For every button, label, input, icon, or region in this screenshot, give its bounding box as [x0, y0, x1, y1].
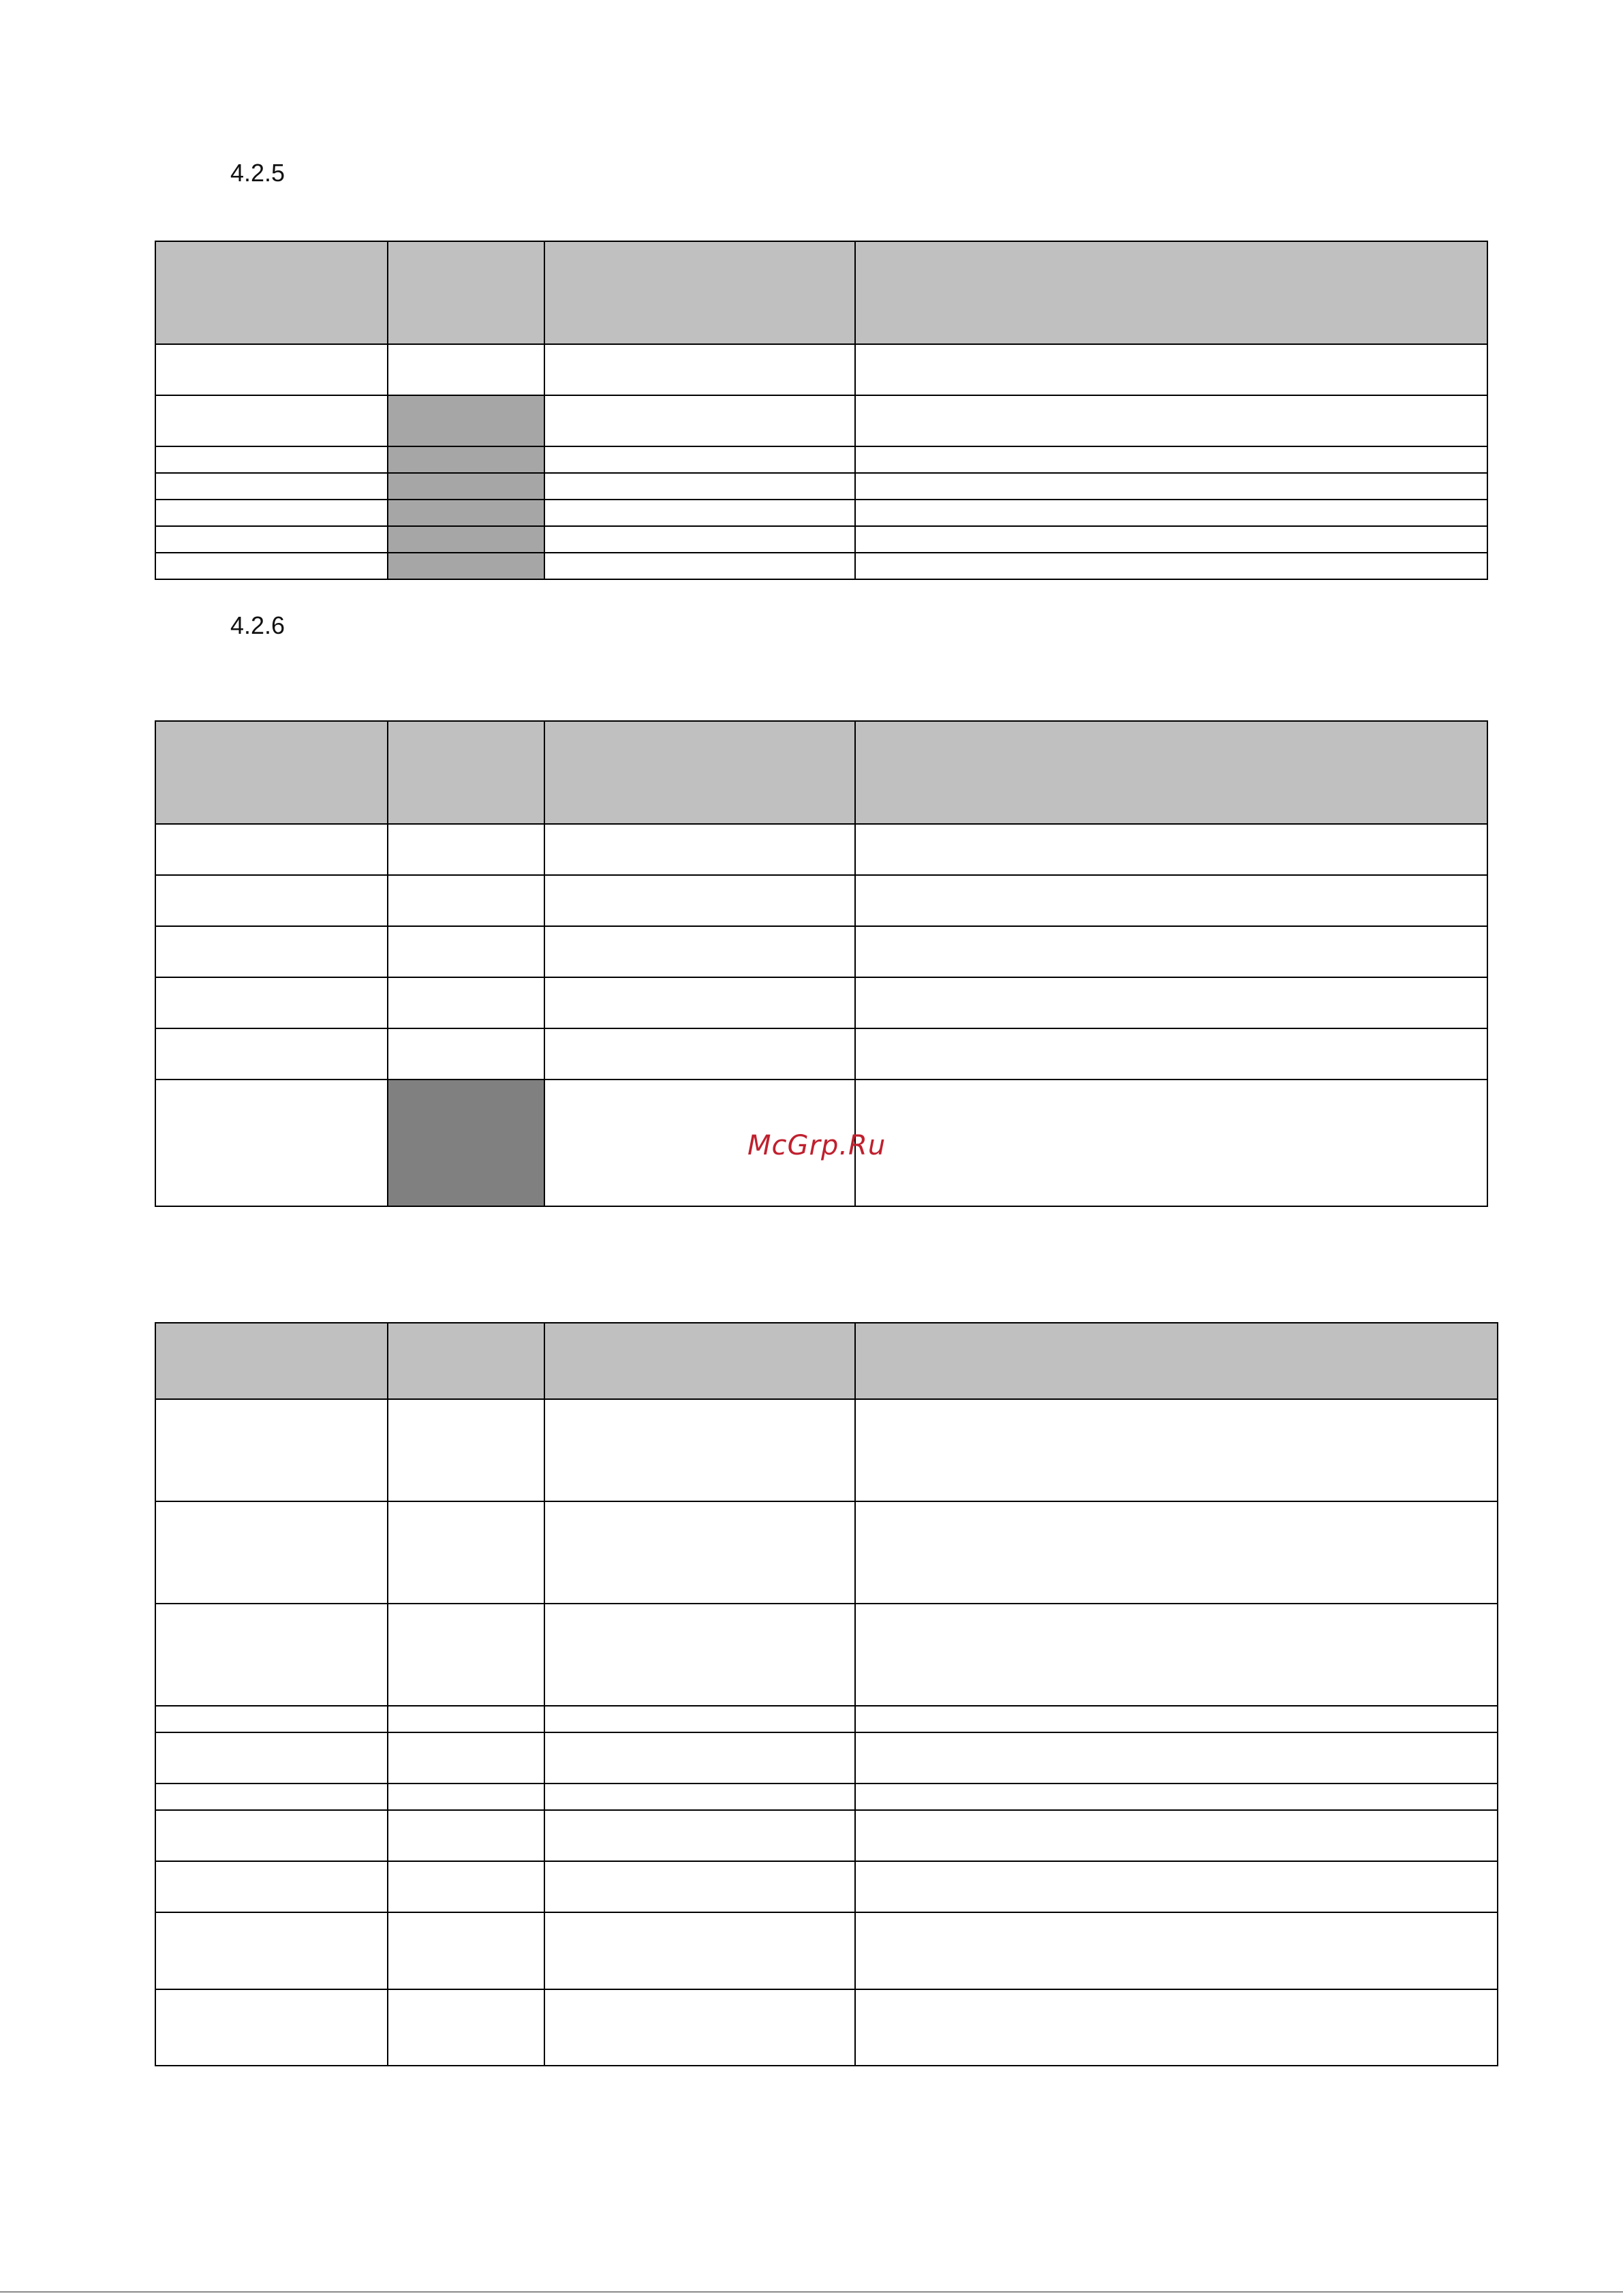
table-row [155, 500, 1487, 526]
table-cell [544, 446, 855, 473]
shaded-cell [388, 395, 544, 446]
table-cell [544, 926, 855, 977]
table-cell [388, 1810, 544, 1861]
table-cell [855, 824, 1487, 875]
table-row [155, 977, 1487, 1028]
table-cell [855, 553, 1487, 579]
table-cell [388, 1784, 544, 1810]
table-cell [855, 1784, 1498, 1810]
table-cell [544, 1861, 855, 1912]
table-cell [155, 446, 388, 473]
table-cell [155, 1604, 388, 1706]
table-cell [155, 977, 388, 1028]
table-row [155, 1784, 1498, 1810]
table-header-row [155, 721, 1487, 824]
table-cell [544, 553, 855, 579]
table-row [155, 1501, 1498, 1604]
table-cell [388, 977, 544, 1028]
shaded-cell [388, 446, 544, 473]
table-cell [155, 553, 388, 579]
section-heading-4-2-5: 4.2.5 [230, 159, 285, 187]
shaded-cell [388, 473, 544, 500]
table-cell [155, 473, 388, 500]
table-row [155, 1028, 1487, 1080]
table-cell [544, 977, 855, 1028]
shaded-cell [388, 526, 544, 553]
shaded-cell [388, 553, 544, 579]
table-cell [388, 1989, 544, 2066]
table-cell [155, 1784, 388, 1810]
table-cell [544, 1501, 855, 1604]
table-cell [544, 500, 855, 526]
table-cell [855, 1080, 1487, 1206]
table-cell [855, 500, 1487, 526]
header-cell [155, 241, 388, 344]
table-cell [855, 1810, 1498, 1861]
table-cell [155, 1501, 388, 1604]
table-row [155, 395, 1487, 446]
header-cell [388, 241, 544, 344]
header-cell [544, 721, 855, 824]
table-cell [155, 1912, 388, 1989]
table-cell [155, 1706, 388, 1732]
table-cell [155, 1861, 388, 1912]
table-cell [544, 1784, 855, 1810]
table-cell [155, 1989, 388, 2066]
table-cell [388, 1861, 544, 1912]
table-cell [544, 395, 855, 446]
table-row [155, 344, 1487, 395]
table-cell [855, 1399, 1498, 1501]
table-cell [388, 344, 544, 395]
table-row [155, 1861, 1498, 1912]
header-cell [855, 241, 1487, 344]
table-row [155, 1399, 1498, 1501]
table-row [155, 1989, 1498, 2066]
table-cell [155, 395, 388, 446]
table-cell [855, 1989, 1498, 2066]
table-cell [388, 1604, 544, 1706]
table-row [155, 1912, 1498, 1989]
page-bottom-rule [0, 2291, 1623, 2293]
table-cell [544, 824, 855, 875]
table-cell [855, 1912, 1498, 1989]
table-cell [855, 1501, 1498, 1604]
table-row [155, 526, 1487, 553]
table-cell [855, 395, 1487, 446]
table-cell [155, 1732, 388, 1784]
header-cell [388, 721, 544, 824]
table-3 [155, 1322, 1498, 2066]
section-heading-4-2-6: 4.2.6 [230, 611, 285, 639]
table-row [155, 553, 1487, 579]
table-row [155, 824, 1487, 875]
table-cell [544, 1706, 855, 1732]
table-cell [855, 977, 1487, 1028]
table-cell [855, 1861, 1498, 1912]
table-cell [855, 926, 1487, 977]
table-cell [388, 1028, 544, 1080]
table-cell [388, 824, 544, 875]
table-row [155, 1706, 1498, 1732]
table-cell [544, 1028, 855, 1080]
table-cell [544, 1810, 855, 1861]
table-cell [855, 1604, 1498, 1706]
table-cell [388, 926, 544, 977]
table-cell [388, 1912, 544, 1989]
table-row [155, 926, 1487, 977]
table-row [155, 1732, 1498, 1784]
table-cell [855, 473, 1487, 500]
header-cell [544, 241, 855, 344]
table-cell [544, 1989, 855, 2066]
table-cell [388, 1732, 544, 1784]
table-row [155, 446, 1487, 473]
shaded-cell [388, 500, 544, 526]
table-cell [155, 1810, 388, 1861]
table-cell [155, 926, 388, 977]
table-cell [155, 344, 388, 395]
header-cell [855, 1323, 1498, 1399]
table-cell [544, 875, 855, 926]
table-cell [855, 1028, 1487, 1080]
table-cell [855, 344, 1487, 395]
table-cell [155, 526, 388, 553]
header-cell [155, 1323, 388, 1399]
table-cell [388, 875, 544, 926]
table-cell [544, 1604, 855, 1706]
table-row [155, 1810, 1498, 1861]
header-cell [388, 1323, 544, 1399]
header-cell [544, 1323, 855, 1399]
table-cell [155, 824, 388, 875]
table-cell [855, 875, 1487, 926]
table-row [155, 473, 1487, 500]
table-cell [855, 1732, 1498, 1784]
table-cell [544, 526, 855, 553]
table-cell [155, 875, 388, 926]
watermark: McGrp.Ru [747, 1130, 886, 1161]
table-cell [388, 1399, 544, 1501]
table-cell [544, 1912, 855, 1989]
table-header-row [155, 1323, 1498, 1399]
table-cell [155, 1399, 388, 1501]
table-cell [155, 500, 388, 526]
header-cell [855, 721, 1487, 824]
table-cell [155, 1080, 388, 1206]
table-row [155, 1604, 1498, 1706]
shaded-cell [388, 1080, 544, 1206]
table-row [155, 875, 1487, 926]
table-cell [855, 526, 1487, 553]
table-cell [855, 1706, 1498, 1732]
table-cell [388, 1706, 544, 1732]
table-cell [155, 1028, 388, 1080]
header-cell [155, 721, 388, 824]
table-cell [855, 446, 1487, 473]
table-cell [388, 1501, 544, 1604]
table-cell [544, 344, 855, 395]
table-cell [544, 1399, 855, 1501]
table-4-2-5 [155, 241, 1488, 580]
table-header-row [155, 241, 1487, 344]
table-cell [544, 473, 855, 500]
table-cell [544, 1732, 855, 1784]
